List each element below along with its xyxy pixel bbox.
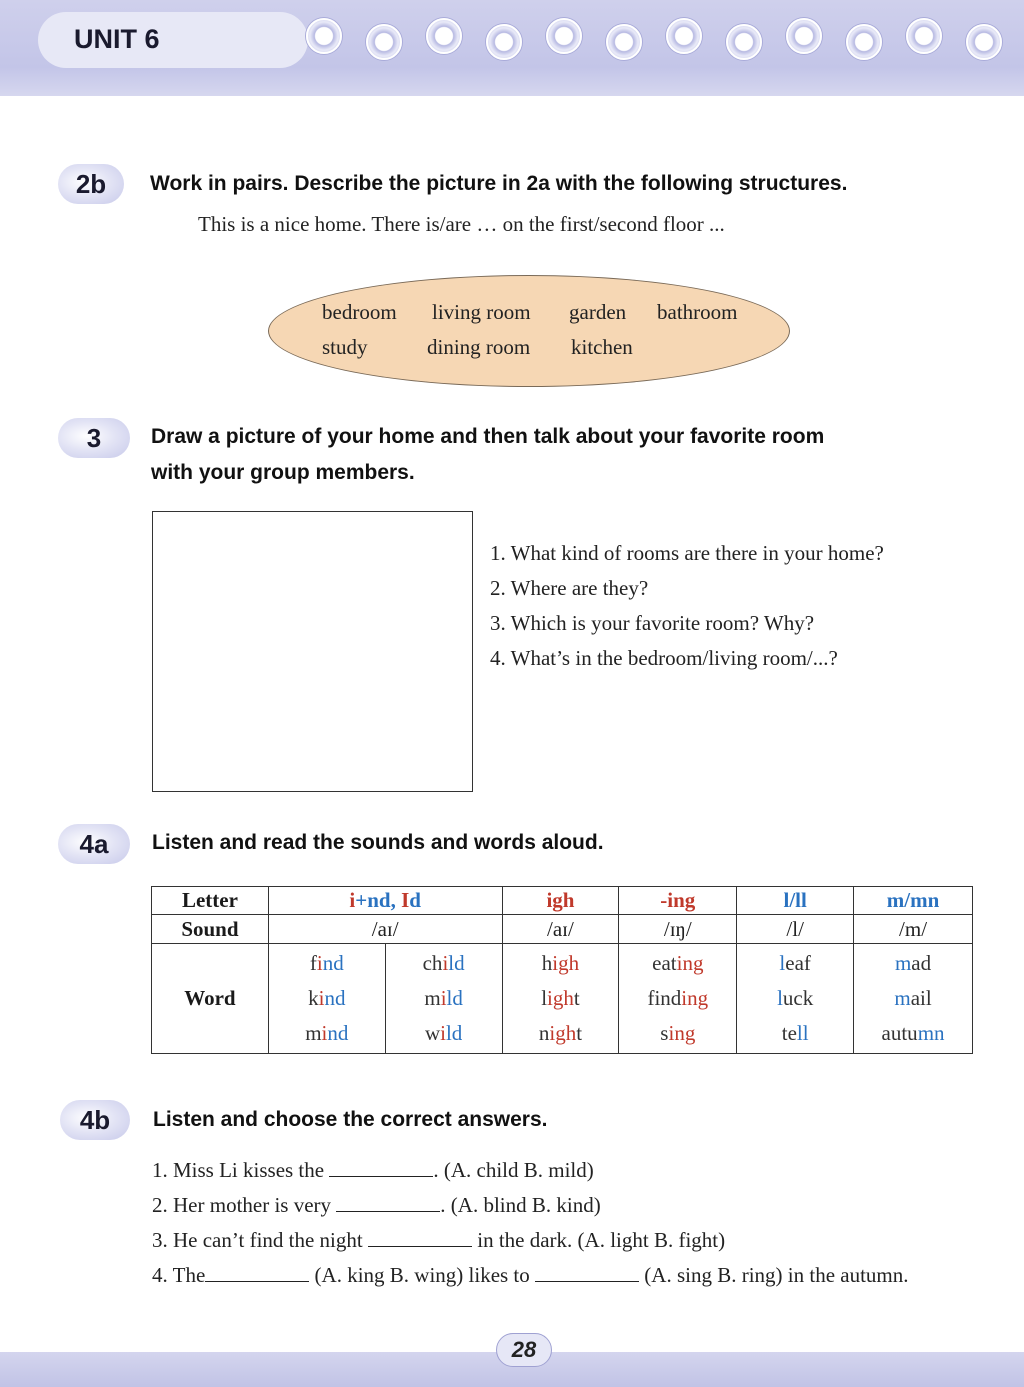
drawing-box[interactable] <box>152 511 473 792</box>
answer-post: (A. sing B. ring) in the autumn. <box>644 1263 909 1287</box>
word: child <box>422 951 465 975</box>
word-bank-item: bathroom <box>657 300 738 324</box>
letter-cell-ing: -ing <box>619 887 737 915</box>
sound-cell: /aɪ/ <box>268 915 502 944</box>
word-cell-ld <box>385 944 502 1054</box>
unit-label: UNIT 6 <box>74 24 160 54</box>
decorative-dot-icon <box>846 24 882 60</box>
instruction-4a: Listen and read the sounds and words aloud. <box>152 831 604 854</box>
answer-item-2 <box>152 1193 601 1218</box>
answer-pre: 1. Miss Li kisses the <box>152 1158 325 1182</box>
letter-cell-ind-ld: i+nd, Id <box>268 887 502 915</box>
answer-item-1 <box>152 1158 594 1183</box>
word: mad <box>894 951 932 975</box>
decorative-dot-icon <box>726 24 762 60</box>
word: mail <box>894 986 932 1010</box>
word: mild <box>424 986 463 1010</box>
badge-4a: 4a <box>58 824 130 864</box>
word: mind <box>305 1021 349 1045</box>
word: leaf <box>779 951 811 975</box>
word-cell-igh <box>502 944 619 1054</box>
instruction-3-line1: Draw a picture of your home and then talk about your favorite room <box>151 425 825 448</box>
instruction-4b: Listen and choose the correct answers. <box>153 1108 548 1131</box>
decorative-dot-icon <box>906 18 942 54</box>
decorative-dot-icon <box>306 18 342 54</box>
badge-4b: 4b <box>60 1100 130 1140</box>
word-cell-m <box>854 944 973 1054</box>
table-row-word <box>152 944 973 1054</box>
word: night <box>538 1021 583 1045</box>
answer-post: . (A. child B. mild) <box>433 1158 594 1182</box>
word: tell <box>781 1021 809 1045</box>
answer-blank[interactable] <box>329 1159 433 1177</box>
table-row-sound <box>152 915 973 944</box>
word-bank-item: kitchen <box>571 335 633 359</box>
word: high <box>541 951 580 975</box>
word: finding <box>647 986 709 1010</box>
word-bank-item: bedroom <box>322 300 397 324</box>
letter-cell-m: m/mn <box>854 887 973 915</box>
question-item: 3. Which is your favorite room? Why? <box>490 611 815 635</box>
word: wild <box>424 1021 463 1045</box>
decorative-dot-icon <box>966 24 1002 60</box>
decorative-dot-icon <box>486 24 522 60</box>
decorative-dot-icon <box>546 18 582 54</box>
decorative-dot-icon <box>366 24 402 60</box>
badge-3: 3 <box>58 418 130 458</box>
question-item: 2. Where are they? <box>490 576 649 600</box>
table-row-letter <box>152 887 973 915</box>
question-item: 4. What’s in the bedroom/living room/...? <box>490 646 838 670</box>
instruction-3-line2: with your group members. <box>151 461 415 484</box>
sound-cell: /aɪ/ <box>502 915 619 944</box>
sound-cell: /l/ <box>737 915 854 944</box>
question-list <box>490 536 1010 676</box>
decorative-dot-icon <box>606 24 642 60</box>
answer-pre: 4. The <box>152 1263 206 1287</box>
answer-blank[interactable] <box>535 1264 639 1282</box>
word-cell-l <box>737 944 854 1054</box>
decorative-dot-icon <box>666 18 702 54</box>
word-cell-ing <box>619 944 737 1054</box>
decorative-dot-icon <box>426 18 462 54</box>
word: eating <box>652 951 704 975</box>
answer-blank[interactable] <box>368 1229 472 1247</box>
word-bank-item: living room <box>432 300 531 324</box>
word-bank-item: garden <box>569 300 627 324</box>
sound-cell: /m/ <box>854 915 973 944</box>
answer-pre: 3. He can’t find the night <box>152 1228 363 1252</box>
decorative-dot-icon <box>786 18 822 54</box>
word-cell-ind <box>268 944 385 1054</box>
row-label-letter: Letter <box>152 887 269 915</box>
answer-post: in the dark. (A. light B. fight) <box>477 1228 726 1252</box>
answer-item-3 <box>152 1228 725 1253</box>
word: find <box>309 951 344 975</box>
row-label-word: Word <box>152 944 269 1054</box>
instruction-2b: Work in pairs. Describe the picture in 2a with the following structures. <box>150 172 848 195</box>
word-bank-item: dining room <box>427 335 531 359</box>
question-item: 1. What kind of rooms are there in your home? <box>490 541 884 565</box>
word: kind <box>308 986 346 1010</box>
answer-blank[interactable] <box>336 1194 440 1212</box>
word: luck <box>777 986 814 1010</box>
phonics-table <box>151 886 973 1054</box>
word-bank <box>268 275 790 387</box>
answer-item-4 <box>152 1263 909 1288</box>
word-bank-item: study <box>322 335 368 359</box>
decorative-dots <box>298 18 1008 64</box>
row-label-sound: Sound <box>152 915 269 944</box>
answer-mid: (A. king B. wing) likes to <box>314 1263 530 1287</box>
word: autumn <box>881 1021 945 1045</box>
example-sentence: This is a nice home. There is/are … on the first/second floor ... <box>198 212 725 236</box>
letter-cell-l: l/ll <box>737 887 854 915</box>
word: sing <box>660 1021 696 1045</box>
word: light <box>541 986 580 1010</box>
answer-blank[interactable] <box>205 1264 309 1282</box>
answer-post: . (A. blind B. kind) <box>440 1193 601 1217</box>
letter-cell-igh: igh <box>502 887 619 915</box>
sound-cell: /ɪŋ/ <box>619 915 737 944</box>
answer-pre: 2. Her mother is very <box>152 1193 332 1217</box>
badge-2b: 2b <box>58 164 124 204</box>
page-number: 28 <box>496 1333 552 1367</box>
